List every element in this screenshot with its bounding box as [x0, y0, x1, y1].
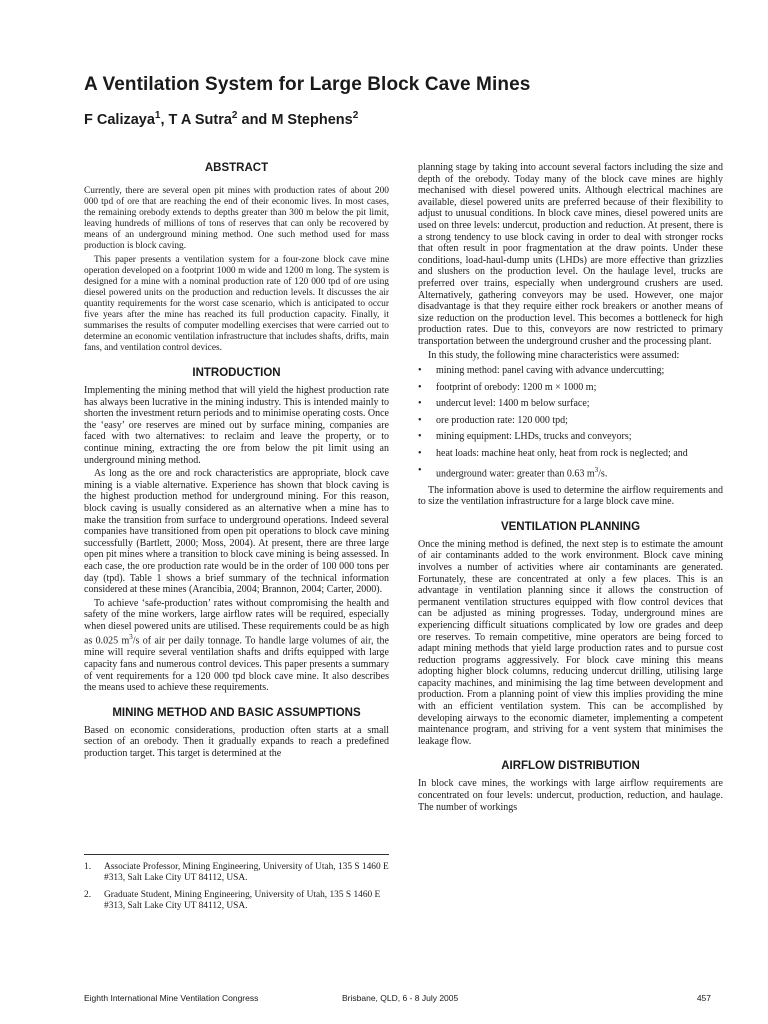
footnote — [84, 862, 389, 884]
author-list — [84, 110, 358, 128]
page-footer — [84, 993, 711, 1003]
right-column — [418, 162, 723, 813]
list-item: • footprint of orebody: 1200 m × 1000 m; — [418, 382, 723, 394]
footnote-text: Graduate Student, Mining Engineering, University of Utah, 135 S 1460 E #313, Salt Lake City UT 84112, USA. — [104, 890, 381, 911]
text-run: /s. — [598, 467, 608, 479]
superscript: 3 — [129, 633, 133, 642]
author-separator: and — [237, 111, 272, 128]
affiliation-mark: 1 — [154, 110, 161, 121]
affiliation-mark: 2 — [231, 110, 238, 121]
footnotes — [84, 862, 389, 918]
footnote — [84, 890, 389, 912]
list-item: • undercut level: 1400 m below surface; — [418, 398, 723, 410]
footnote-number: 2. — [84, 890, 92, 900]
footer-location-date: Brisbane, QLD, 6 - 8 July 2005 — [342, 993, 459, 1003]
body-paragraph: The information above is used to determine the airflow requirements and to size the ventilation infrastructure for a large block cave mine. — [418, 484, 723, 508]
footer-conference: Eighth International Mine Ventilation Congress — [84, 993, 259, 1003]
body-paragraph: Implementing the mining method that will yield the highest production rate has always been lucrative in the mining industry. This is intended mainly to shorten the investment return periods and to minimise operating costs. Once the ‘easy’ ore reserves are mined out by surface mining, companies are faced with two alternatives: to reclaim and leave the property, or to continue mining, extracting the ore from below the pit limit using an underground mining method. — [84, 385, 389, 466]
body-paragraph: In block cave mines, the workings with large airflow requirements are concentrated on four levels: undercut, production, reduction, and haulage. The number of workings — [418, 778, 723, 813]
body-paragraph: In this study, the following mine characteristics were assumed: — [428, 349, 680, 361]
affiliation-mark: 2 — [352, 110, 359, 121]
footnote-divider — [84, 854, 389, 855]
body-paragraph — [84, 598, 389, 694]
left-column — [84, 162, 389, 760]
list-item: • ore production rate: 120 000 tpd; — [418, 415, 723, 427]
assumption-list — [418, 365, 723, 479]
ventilation-planning-heading: VENTILATION PLANNING — [500, 520, 641, 533]
text-run: To achieve ‘safe-production’ rates without compromising the health and safety of the mine workers, large airflow rates will be required, especially when diesel powered units are utilised. These requirements could be as high as 0.025 m — [84, 597, 389, 647]
introduction-heading: INTRODUCTION — [192, 367, 281, 379]
mining-method-heading: MINING METHOD AND BASIC ASSUMPTIONS — [112, 706, 361, 719]
superscript: 3 — [594, 465, 599, 474]
abstract-heading: ABSTRACT — [204, 162, 269, 174]
airflow-distribution-heading: AIRFLOW DISTRIBUTION — [501, 760, 640, 773]
text-run: underground water: greater than 0.63 m — [436, 467, 595, 479]
author-separator: , — [160, 111, 169, 128]
list-item: • mining equipment: LHDs, trucks and conveyors; — [418, 431, 723, 443]
footnote-text: Associate Professor, Mining Engineering, University of Utah, 135 S 1460 E #313, Salt Lake City UT 84112, USA. — [104, 862, 389, 883]
paper-title: A Ventilation System for Large Block Cave Mines — [84, 74, 531, 95]
footnote-number: 1. — [84, 862, 92, 872]
text-run: /s of air per daily tonnage. To handle large volumes of air, the mine will require several ventilation shafts and drifts equipped with large capacity fans and numerous control devices. This paper presents a summary of vent requirements for a 120 000 tpd block cave mine. It also describes the means used to achieve these requirements. — [84, 635, 389, 694]
page-number: 457 — [696, 993, 711, 1003]
list-item: • heat loads: machine heat only, heat from rock is neglected; and — [418, 448, 723, 460]
author-name: M Stephens — [271, 111, 353, 128]
list-item — [418, 465, 723, 480]
body-paragraph: Based on economic considerations, production often starts at a small section of an orebody. Then it gradually expands to reach a predefined production target. This target is determined at the — [84, 724, 389, 759]
abstract-paragraph: This paper presents a ventilation system for a four-zone block cave mine operation developed on a footprint 1000 m wide and 1200 m long. The system is designed for a mine with a nominal production rate of 120 000 tpd of ore using diesel powered units on the production and reduction levels. It discusses the air quantity requirements for the worst case scenario, which is anticipated to occur five years after the mine has reached its full production capacity. Finally, it summarises the results of computer modelling exercises that were carried out to determine an economic ventilation infrastructure that includes shafts, drifts, main fans, and ventilation control devices. — [84, 255, 389, 353]
list-item: • mining method: panel caving with advance undercutting; — [418, 365, 723, 377]
body-paragraph: planning stage by taking into account several factors including the size and depth of the orebody. Today many of the block cave mines are highly mechanised with diesel powered units. Although electrical machines are available, diesel powered units are preferred because of their flexibility to adjust to unusual conditions. In block cave mines, diesel powered units are used on three levels: undercut, production and reduction. At present, there is a strong tendency to use block caving in order to deal with stronger rocks that often result in poor fragmentation at the draw points. Under these conditions, load-haul-dump units (LHDs) are more effective than grizzlies and slushers on the production level. On the haulage level, trucks are preferred over trains, especially when underground crushers are used. Alternatively, gathering conveyors may be used. However, one major disadvantage is that they require either rock breakers or another means of size reduction on the production level. This becomes a bottleneck for high production rates. Due to this, conveyors are now restricted to primary transportation between the underground crusher and the processing plant. — [418, 162, 723, 347]
author-name: F Calizaya — [84, 111, 155, 128]
body-paragraph: Once the mining method is defined, the next step is to estimate the amount of air contaminants added to the work environment. Block cave mining involves a number of activities where air contaminants are generated. Fortunately, these are concentrated at only a few places. This is an advantage in ventilation planning since it allows the construction of permanent ventilation structures equipped with flow control devices that can be adjusted as mining progresses. Today, underground mines are experiencing difficult situations complicated by low ore grades and deep ore reserves. To remain competitive, mine operators are being forced to adapt mining methods that yield large production rates and to pursue cost reduction programs aggressively. For block cave mining this means adopting higher block columns, reducing undercut drilling, utilising large capacity machines, and minimising the lag time between development and production. From a planning point of view this implies providing the mine with an efficient ventilation system. This can be accomplished by developing airways to the economic diameter, implementing a competent maintenance program, and striving for a vent system that minimises the leakage flow. — [418, 538, 723, 747]
author-name: T A Sutra — [168, 111, 232, 128]
body-paragraph: As long as the ore and rock characteristics are appropriate, block cave mining is a viable alternative. Experience has shown that block caving is the highest production method for underground mining. For this reason, block caving is usually considered as an alternative when a mine has to make the transition from surface to underground operations. Indeed several companies have transitioned from open pit operations to block cave mining successfully (Bartlett, 2000; Moss, 2004). At present, there are three large open pit mines where a transition to block cave mining is being assessed. In each case, the ore production rate would be in the order of 100 000 tons per day (tpd). Table 1 shows a brief summary of the technical information considered at these mines (Arancibia, 2004; Brannon, 2004; Carter, 2000). — [84, 468, 389, 596]
abstract-paragraph: Currently, there are several open pit mines with production rates of about 200 000 tpd of ore that are reaching the end of their economic lives. In most cases, the remaining orebody extends to depths greater than 300 m below the pit limit, leaving hundreds of millions of tons of reserves that can only be recovered by means of an underground mining method. One such method used for mass production is block caving. — [84, 186, 389, 251]
